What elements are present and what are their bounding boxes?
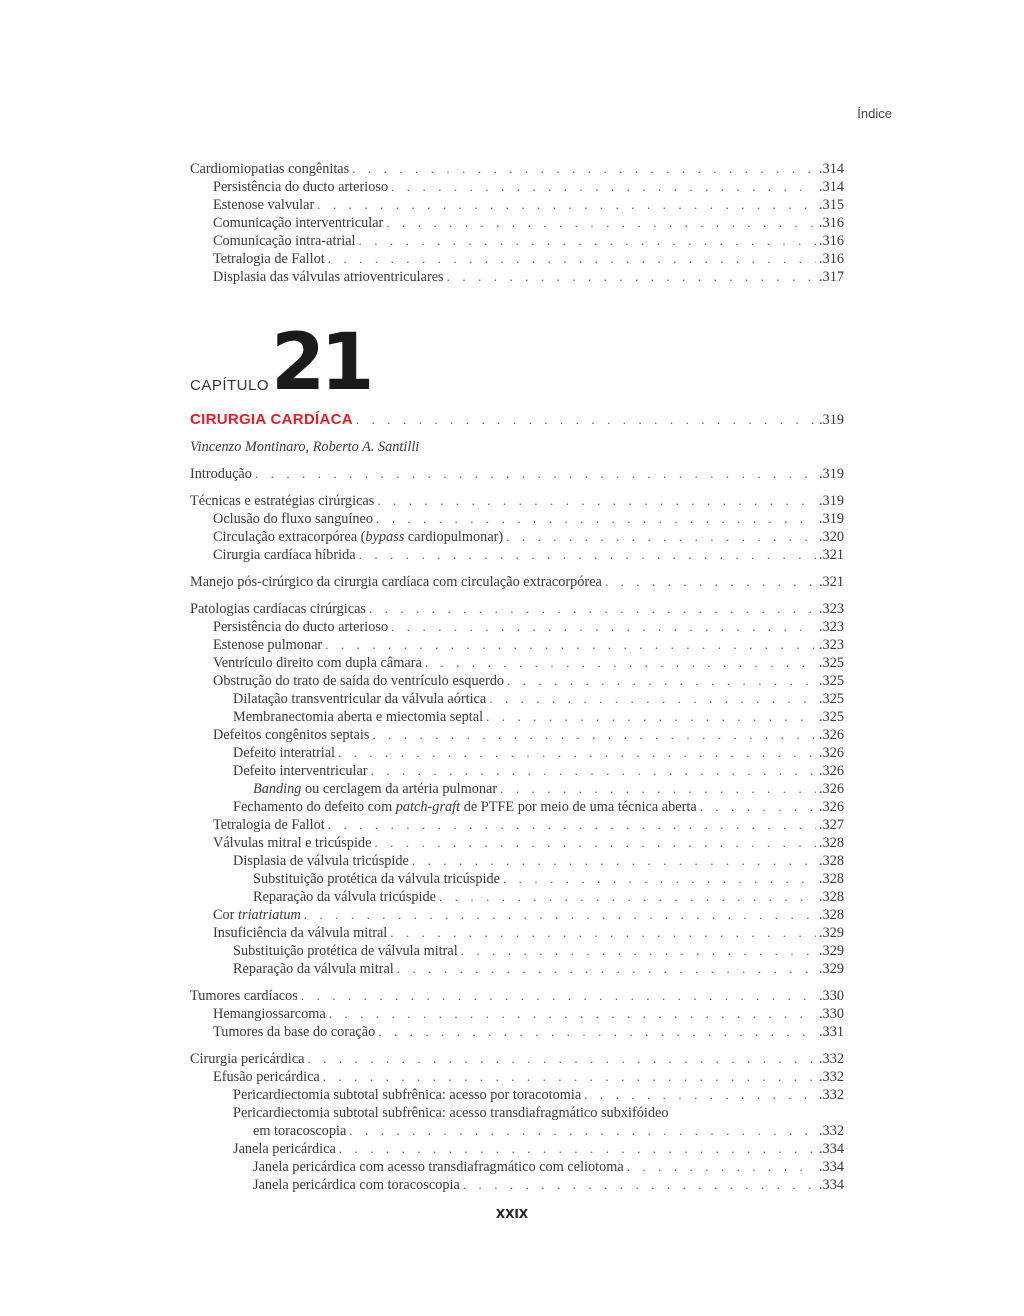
page-number: .323 bbox=[818, 637, 844, 653]
toc-entry[interactable] bbox=[190, 528, 844, 546]
page-number: .319 bbox=[818, 511, 844, 527]
toc-entry[interactable] bbox=[190, 600, 844, 618]
toc-previous-chapter bbox=[190, 160, 844, 286]
entry-title: Estenose pulmonar bbox=[213, 637, 323, 653]
entry-title: Janela pericárdica com acesso transdiafragmático com celiotoma bbox=[253, 1159, 624, 1175]
dot-leader bbox=[359, 232, 816, 250]
entry-title: Defeito interventricular bbox=[233, 763, 368, 779]
page-number: .320 bbox=[818, 529, 844, 545]
toc-entry[interactable] bbox=[190, 510, 844, 528]
dot-leader bbox=[463, 1176, 816, 1194]
entry-title: Patologias cardíacas cirúrgicas bbox=[190, 601, 366, 617]
toc-entry[interactable] bbox=[190, 726, 844, 744]
page-number: .325 bbox=[818, 655, 844, 671]
chapter-title: CIRURGIA CARDÍACA bbox=[190, 411, 353, 428]
toc-entry[interactable] bbox=[190, 636, 844, 654]
dot-leader bbox=[369, 600, 816, 618]
page-number: .325 bbox=[818, 673, 844, 689]
toc-entry[interactable] bbox=[190, 708, 844, 726]
entry-title: Tetralogia de Fallot bbox=[213, 251, 325, 267]
toc-entry[interactable] bbox=[190, 1158, 844, 1176]
toc-entry[interactable] bbox=[190, 1050, 844, 1068]
page-number: .326 bbox=[818, 781, 844, 797]
dot-leader bbox=[376, 510, 816, 528]
entry-title: Defeito interatrial bbox=[233, 745, 336, 761]
dot-leader bbox=[391, 618, 816, 636]
entry-title: Cirurgia cardíaca híbrida bbox=[213, 547, 356, 563]
dot-leader bbox=[325, 636, 816, 654]
page-number: .319 bbox=[818, 466, 844, 482]
toc-entry[interactable] bbox=[190, 780, 844, 798]
toc-entry[interactable] bbox=[190, 618, 844, 636]
page-number: .332 bbox=[818, 1123, 844, 1139]
dot-leader bbox=[372, 726, 816, 744]
page-number: .328 bbox=[818, 907, 844, 923]
dot-leader bbox=[439, 888, 816, 906]
entry-title: Cirurgia pericárdica bbox=[190, 1051, 305, 1067]
toc-entry[interactable] bbox=[190, 888, 844, 906]
dot-leader bbox=[397, 960, 816, 978]
entry-title: Pericardiectomia subtotal subfrênica: acesso transdiafragmático subxifóideo bbox=[233, 1105, 669, 1121]
page-number: .319 bbox=[818, 412, 844, 428]
page-number: .326 bbox=[818, 763, 844, 779]
toc-entry[interactable] bbox=[190, 987, 844, 1005]
toc-entry[interactable] bbox=[190, 250, 844, 268]
dot-leader bbox=[605, 573, 816, 591]
entry-title: Válvulas mitral e tricúspide bbox=[213, 835, 372, 851]
page-number: .321 bbox=[818, 547, 844, 563]
entry-title: Displasia das válvulas atrioventriculares bbox=[213, 269, 444, 285]
toc-entry[interactable] bbox=[190, 268, 844, 286]
entry-title: Fechamento do defeito com patch-graft de PTFE por meio de uma técnica aberta bbox=[233, 799, 697, 815]
entry-title: Tetralogia de Fallot bbox=[213, 817, 325, 833]
dot-leader bbox=[700, 798, 816, 816]
entry-title: Persistência do ducto arterioso bbox=[213, 179, 389, 195]
dot-leader bbox=[503, 870, 816, 888]
dot-leader bbox=[386, 214, 816, 232]
entry-title: Reparação da válvula mitral bbox=[233, 961, 394, 977]
entry-title: Displasia de válvula tricúspide bbox=[233, 853, 409, 869]
dot-leader bbox=[304, 906, 816, 924]
chapter-title-entry[interactable] bbox=[190, 406, 844, 434]
page-number: .326 bbox=[818, 745, 844, 761]
dot-leader bbox=[317, 196, 816, 214]
entry-title: Circulação extracorpórea (bypass cardiopulmonar) bbox=[213, 529, 504, 545]
page-number: .332 bbox=[818, 1069, 844, 1085]
page-number: .334 bbox=[818, 1141, 844, 1157]
dot-leader bbox=[500, 780, 816, 798]
entry-title: Defeitos congênitos septais bbox=[213, 727, 370, 743]
toc-entry[interactable] bbox=[190, 690, 844, 708]
dot-leader bbox=[378, 1023, 816, 1041]
entry-title: Dilatação transventricular da válvula aórtica bbox=[233, 691, 487, 707]
toc-entry[interactable] bbox=[190, 672, 844, 690]
dot-leader bbox=[307, 1050, 816, 1068]
entry-title: Oclusão do fluxo sanguíneo bbox=[213, 511, 374, 527]
toc-entry[interactable] bbox=[190, 870, 844, 888]
entry-title: Tumores cardíacos bbox=[190, 988, 298, 1004]
dot-leader bbox=[461, 942, 816, 960]
entry-title: Cardiomiopatias congênitas bbox=[190, 161, 350, 177]
dot-leader bbox=[371, 762, 816, 780]
dot-leader bbox=[301, 987, 816, 1005]
toc-entry[interactable] bbox=[190, 960, 844, 978]
page-number: .331 bbox=[818, 1024, 844, 1040]
entry-title: Efusão pericárdica bbox=[213, 1069, 320, 1085]
toc-entry[interactable] bbox=[190, 465, 844, 483]
page-number: .326 bbox=[818, 727, 844, 743]
toc-entry[interactable] bbox=[190, 744, 844, 762]
entry-title: Banding ou cerclagem da artéria pulmonar bbox=[253, 781, 498, 797]
toc-entry[interactable] bbox=[190, 834, 844, 852]
toc-entry[interactable] bbox=[190, 852, 844, 870]
page-number: .332 bbox=[818, 1087, 844, 1103]
toc-entry[interactable] bbox=[190, 798, 844, 816]
entry-title: Membranectomia aberta e miectomia septal bbox=[233, 709, 484, 725]
dot-leader bbox=[584, 1086, 816, 1104]
dot-leader bbox=[329, 1005, 816, 1023]
toc-entry[interactable] bbox=[190, 654, 844, 672]
toc-entry[interactable] bbox=[190, 924, 844, 942]
entry-title: Introdução bbox=[190, 466, 252, 482]
page-number: .329 bbox=[818, 943, 844, 959]
page-folio: XXIX bbox=[495, 1207, 529, 1221]
entry-title: Manejo pós-cirúrgico da cirurgia cardíaca com circulação extracorpórea bbox=[190, 574, 602, 590]
toc-entry[interactable] bbox=[190, 1005, 844, 1023]
toc-entry[interactable] bbox=[190, 906, 844, 924]
entry-title: Obstrução do trato de saída do ventrículo esquerdo bbox=[213, 673, 505, 689]
chapter-label: CAPÍTULO bbox=[190, 377, 270, 394]
dot-leader bbox=[377, 492, 816, 510]
entry-title: Tumores da base do coração bbox=[213, 1024, 376, 1040]
entry-title: Comunicação intra-atrial bbox=[213, 233, 356, 249]
toc-entry[interactable] bbox=[190, 1140, 844, 1158]
page-number: .317 bbox=[818, 269, 844, 285]
dot-leader bbox=[356, 406, 816, 434]
running-head: Índice bbox=[857, 106, 892, 121]
page-number: .316 bbox=[818, 215, 844, 231]
dot-leader bbox=[374, 834, 816, 852]
entry-title: Reparação da válvula tricúspide bbox=[253, 889, 436, 905]
page-number: .319 bbox=[818, 493, 844, 509]
toc-entry[interactable] bbox=[190, 942, 844, 960]
dot-leader bbox=[506, 528, 816, 546]
entry-title: Pericardiectomia subtotal subfrênica: acesso por toracotomia bbox=[233, 1087, 582, 1103]
page-number: .334 bbox=[818, 1177, 844, 1193]
page-number: .328 bbox=[818, 871, 844, 887]
entry-title: Hemangiossarcoma bbox=[213, 1006, 326, 1022]
entry-title: Persistência do ducto arterioso bbox=[213, 619, 389, 635]
page-number: .325 bbox=[818, 691, 844, 707]
entry-title: Substituição protética de válvula mitral bbox=[233, 943, 458, 959]
entry-title: Insuficiência da válvula mitral bbox=[213, 925, 388, 941]
entry-title: em toracoscopia bbox=[253, 1123, 347, 1139]
dot-leader bbox=[447, 268, 816, 286]
page-number: .327 bbox=[818, 817, 844, 833]
page-number: .323 bbox=[818, 619, 844, 635]
chapter-authors: Vincenzo Montinaro, Roberto A. Santilli bbox=[190, 439, 420, 455]
page-number: .326 bbox=[818, 799, 844, 815]
dot-leader bbox=[349, 1122, 816, 1140]
dot-leader bbox=[359, 546, 816, 564]
toc-entry[interactable] bbox=[190, 573, 844, 591]
page-number: .328 bbox=[818, 835, 844, 851]
toc-entry[interactable] bbox=[190, 1104, 844, 1122]
dot-leader bbox=[339, 1140, 816, 1158]
dot-leader bbox=[425, 654, 816, 672]
page-number: .334 bbox=[818, 1159, 844, 1175]
page-number: .328 bbox=[818, 853, 844, 869]
entry-title: Substituição protética da válvula tricúspide bbox=[253, 871, 500, 887]
toc-entry[interactable] bbox=[190, 232, 844, 250]
entry-title: Janela pericárdica com toracoscopia bbox=[253, 1177, 460, 1193]
toc-entry[interactable] bbox=[190, 546, 844, 564]
page-number: .316 bbox=[818, 233, 844, 249]
toc-entry[interactable] bbox=[190, 160, 844, 178]
toc-entry[interactable] bbox=[190, 1122, 844, 1140]
entry-title: Estenose valvular bbox=[213, 197, 315, 213]
entry-title: Janela pericárdica bbox=[233, 1141, 336, 1157]
page-number: .314 bbox=[818, 161, 844, 177]
entry-title: Comunicação interventricular bbox=[213, 215, 384, 231]
toc-entry[interactable] bbox=[190, 1068, 844, 1086]
page-number: .329 bbox=[818, 925, 844, 941]
toc-entry[interactable] bbox=[190, 1023, 844, 1041]
dot-leader bbox=[328, 250, 816, 268]
chapter-number: 21 bbox=[271, 318, 370, 408]
dot-leader bbox=[390, 924, 816, 942]
toc-entry[interactable] bbox=[190, 492, 844, 510]
toc-entry[interactable] bbox=[190, 816, 844, 834]
toc-entry[interactable] bbox=[190, 1176, 844, 1194]
page-number: .325 bbox=[818, 709, 844, 725]
dot-leader bbox=[507, 672, 816, 690]
dot-leader bbox=[486, 708, 816, 726]
toc-entry[interactable] bbox=[190, 214, 844, 232]
dot-leader bbox=[338, 744, 816, 762]
dot-leader bbox=[412, 852, 816, 870]
page-number: .330 bbox=[818, 1006, 844, 1022]
page-number: .329 bbox=[818, 961, 844, 977]
toc-entry[interactable] bbox=[190, 196, 844, 214]
toc-chapter-21 bbox=[190, 406, 844, 1194]
dot-leader bbox=[328, 816, 816, 834]
toc-entry[interactable] bbox=[190, 1086, 844, 1104]
dot-leader bbox=[255, 465, 816, 483]
page-number: .314 bbox=[818, 179, 844, 195]
page-number: .316 bbox=[818, 251, 844, 267]
dot-leader bbox=[627, 1158, 816, 1176]
toc-entry[interactable] bbox=[190, 178, 844, 196]
dot-leader bbox=[489, 690, 816, 708]
toc-entries bbox=[190, 465, 844, 1194]
page-number: .315 bbox=[818, 197, 844, 213]
dot-leader bbox=[391, 178, 816, 196]
page-number: .332 bbox=[818, 1051, 844, 1067]
dot-leader bbox=[352, 160, 816, 178]
entry-title: Cor triatriatum bbox=[213, 907, 301, 923]
dot-leader bbox=[323, 1068, 816, 1086]
entry-title: Ventrículo direito com dupla câmara bbox=[213, 655, 422, 671]
toc-entry[interactable] bbox=[190, 762, 844, 780]
page-number: .321 bbox=[818, 574, 844, 590]
entry-title: Técnicas e estratégias cirúrgicas bbox=[190, 493, 375, 509]
page-number: .330 bbox=[818, 988, 844, 1004]
page-number: .323 bbox=[818, 601, 844, 617]
chapter-heading bbox=[190, 318, 370, 408]
page-number: .328 bbox=[818, 889, 844, 905]
